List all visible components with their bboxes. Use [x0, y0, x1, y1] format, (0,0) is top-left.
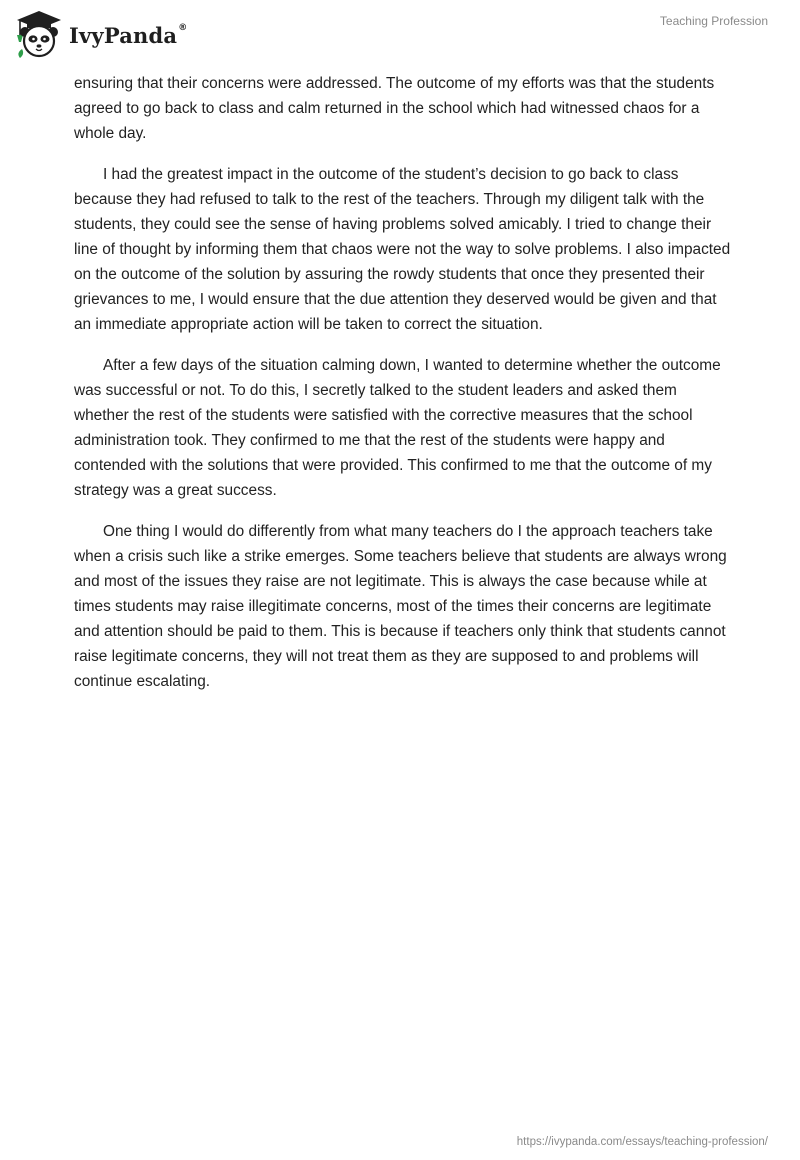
source-url-link[interactable]: https://ivypanda.com/essays/teaching-profession/ [516, 1136, 768, 1148]
paragraph: ensuring that their concerns were addressed. The outcome of my efforts was that the students agreed to go back to class and calm returned in the school which had witnessed chaos for a whole day. [74, 75, 715, 142]
essay-body [74, 71, 734, 710]
paragraph: After a few days of the situation calming down, I wanted to determine whether the outcome was successful or not. To do this, I secretly talked to the student leaders and asked them whether the rest of the students were satisfied with the corrective measures that the school administration took. They confirmed to me that the rest of the students were happy and contended with the solutions that were provided. This confirmed to me that the outcome of my strategy was a great success. [74, 357, 721, 499]
ivypanda-logo[interactable] [14, 8, 187, 60]
panda-graduate-icon [14, 9, 64, 59]
logo-wordmark [69, 23, 187, 48]
logo-wordmark-text: IvyPanda [69, 22, 178, 48]
paragraph: One thing I would do differently from what many teachers do I the approach teachers take when a crisis such like a strike emerges. Some teachers believe that students are always wrong and most of the issues they raise are not legitimate. This is always the case because while at times students may raise illegitimate concerns, most of the times their concerns are legitimate and attention should be paid to them. This is because if teachers only think that students cannot raise legitimate concerns, they will not treat them as they are supposed to and problems will continue escalating. [74, 523, 727, 690]
paragraph: I had the greatest impact in the outcome of the student’s decision to go back to class because they had refused to talk to the rest of the teachers. Through my diligent talk with the students, they could see the sense of having problems solved amicably. I tried to change their line of thought by informing them that chaos were not the way to solve problems. I also impacted on the outcome of the solution by assuring the rowdy students that once they presented their grievances to me, I would ensure that the due attention they deserved would be given and that an immediate appropriate action will be taken to correct the situation. [74, 166, 731, 333]
running-title: Teaching Profession [659, 14, 768, 28]
page-header [0, 0, 800, 70]
registered-mark: ® [178, 22, 188, 33]
